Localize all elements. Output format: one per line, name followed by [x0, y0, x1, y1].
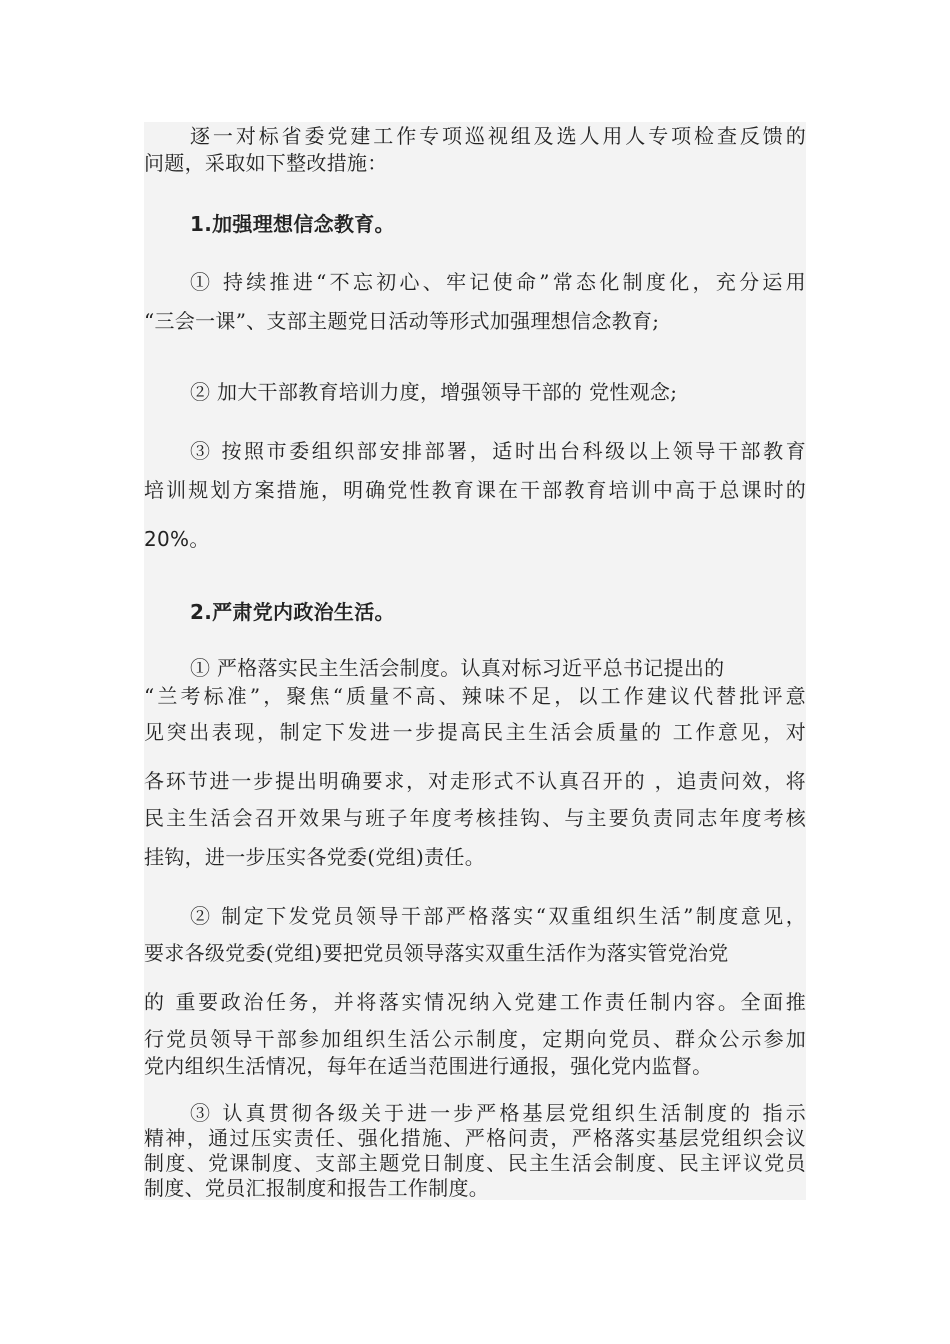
s2-item2-line-5: 党内组织生活情况，每年在适当范围进行通报，强化党内监督。 — [144, 1054, 713, 1078]
s2-item3-line-2: 精神，通过压实责任、强化措施、严格问责，严格落实基层党组织会议 — [144, 1126, 806, 1150]
intro-line-1: 逐一对标省委党建工作专项巡视组及选人用人专项检查反馈的 — [190, 124, 806, 148]
s2-item1-line-3: 见突出表现，制定下发进一步提高民主生活会质量的 工作意见，对 — [144, 720, 806, 744]
s1-item3-line-3: 20%。 — [144, 527, 210, 551]
s2-item1-line-2: “兰考标准”，聚焦“质量不高、辣味不足，以工作建议代替批评意 — [144, 684, 806, 708]
s1-item1-line-2: “三会一课”、支部主题党日活动等形式加强理想信念教育; — [144, 309, 660, 333]
s1-item3-line-2: 培训规划方案措施，明确党性教育课在干部教育培训中高于总课时的 — [144, 478, 806, 502]
intro-line-2: 问题，采取如下整改措施： — [144, 151, 388, 175]
s2-item1-line-4: 各环节进一步提出明确要求，对走形式不认真召开的 ，追责问效，将 — [144, 769, 806, 793]
s2-item3-line-4: 制度、党员汇报制度和报告工作制度。 — [144, 1176, 490, 1200]
s2-item1-line-1: ① 严格落实民主生活会制度。认真对标习近平总书记提出的 — [190, 656, 725, 680]
section1-heading: 1.加强理想信念教育。 — [190, 212, 395, 236]
s1-item3-line-1: ③ 按照市委组织部安排部署，适时出台科级以上领导干部教育 — [190, 439, 806, 463]
s2-item3-line-1: ③ 认真贯彻各级关于进一步严格基层党组织生活制度的 指示 — [190, 1101, 806, 1125]
s2-item2-line-4: 行党员领导干部参加组织生活公示制度，定期向党员、群众公示参加 — [144, 1027, 806, 1051]
s2-item1-line-6: 挂钩，进一步压实各党委(党组)责任。 — [144, 845, 486, 869]
s2-item2-line-2: 要求各级党委(党组)要把党员领导落实双重生活作为落实管党治党 — [144, 941, 729, 965]
s1-item2-line-1: ② 加大干部教育培训力度，增强领导干部的 党性观念; — [190, 380, 678, 404]
s2-item2-line-3: 的 重要政治任务，并将落实情况纳入党建工作责任制内容。全面推 — [144, 990, 806, 1014]
s1-item1-line-1: ① 持续推进“不忘初心、牢记使命”常态化制度化，充分运用 — [190, 270, 806, 294]
s2-item3-line-3: 制度、党课制度、支部主题党日制度、民主生活会制度、民主评议党员 — [144, 1151, 806, 1175]
section2-heading: 2.严肃党内政治生活。 — [190, 600, 395, 624]
s2-item2-line-1: ② 制定下发党员领导干部严格落实“双重组织生活”制度意见， — [190, 904, 806, 928]
s2-item1-line-5: 民主生活会召开效果与班子年度考核挂钩、与主要负责同志年度考核 — [144, 806, 806, 830]
